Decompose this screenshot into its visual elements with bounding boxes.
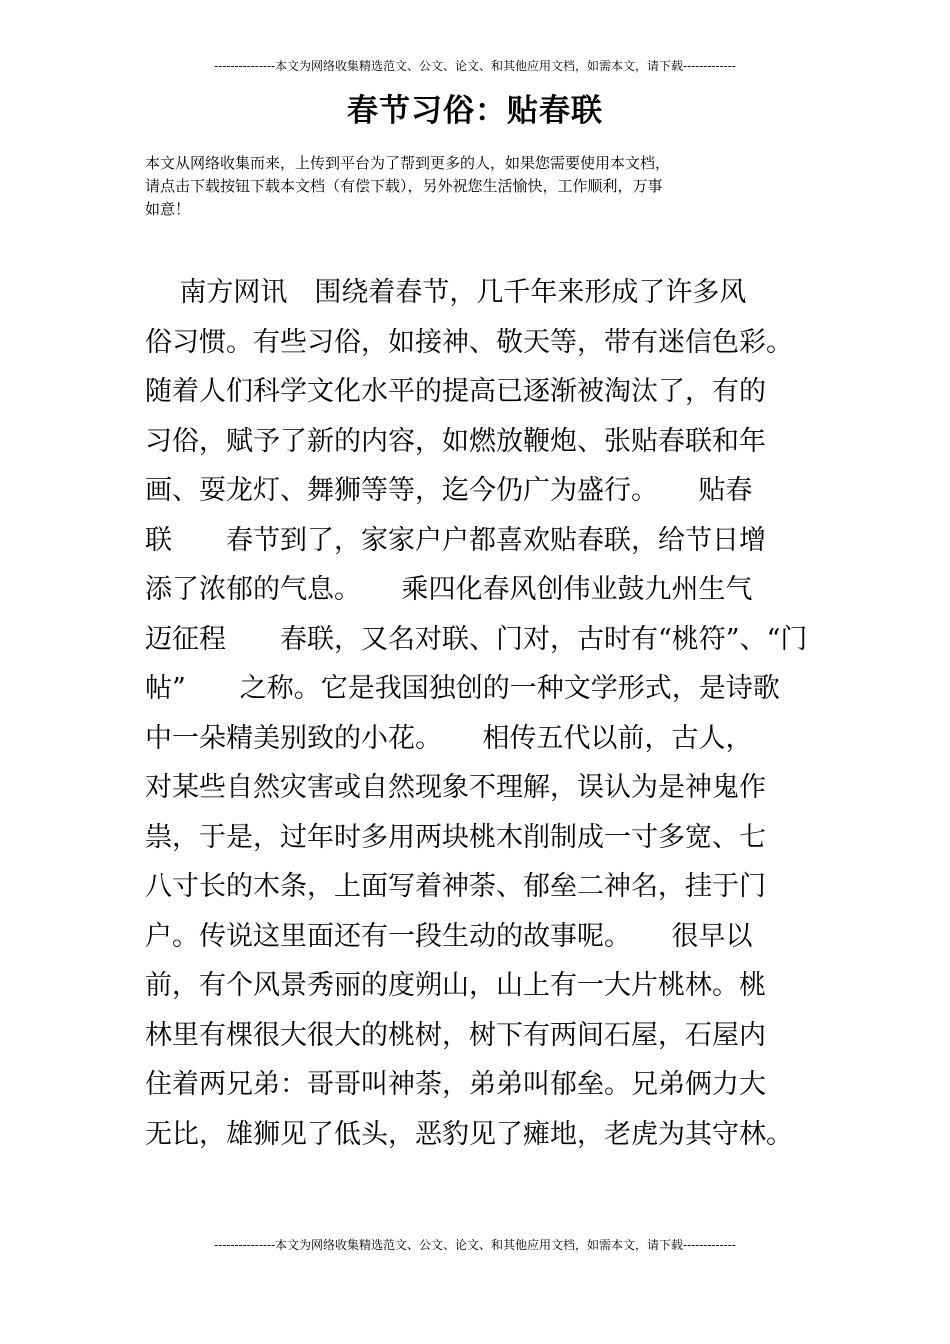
body-line: 南方网讯 围绕着春节，几千年来形成了许多风 — [145, 277, 747, 308]
body-line: 添了浓郁的气息。 乘四化春风创伟业鼓九州生气 — [145, 574, 753, 605]
page-header-notice: ---------------本文为网络收集精选范文、公文、论文、和其他应用文档，如需本文，请下载------------- — [214, 59, 736, 73]
body-line: 帖” 之称。它是我国独创的一种文学形式，是诗歌 — [145, 673, 780, 704]
body-line: 随着人们科学文化水平的提高已逐渐被淘汰了，有的 — [145, 376, 766, 407]
article-body — [145, 268, 845, 1159]
page-footer-notice: ---------------本文为网络收集精选范文、公文、论文、和其他应用文档，如需本文，请下载------------- — [214, 1238, 736, 1252]
body-line: 对某些自然灾害或自然现象不理解，误认为是神鬼作 — [145, 772, 766, 803]
body-line: 林里有棵很大很大的桃树，树下有两间石屋，石屋内 — [145, 1019, 766, 1051]
intro-line: 本文从网络收集而来，上传到平台为了帮到更多的人，如果您需要使用本文档， — [145, 154, 671, 172]
body-line: 前，有个风景秀丽的度朔山，山上有一大片桃林。桃 — [145, 970, 766, 1001]
body-line: 祟，于是，过年时多用两块桃木削制成一寸多宽、七 — [145, 821, 766, 853]
body-line: 联 春节到了，家家户户都喜欢贴春联，给节日增 — [145, 524, 766, 556]
document-title: 春节习俗：贴春联 — [347, 93, 603, 129]
body-line: 迈征程 春联，又名对联、门对，古时有“桃符”、“门 — [145, 623, 808, 655]
body-line: 无比，雄狮见了低头，恶豹见了瘫地，老虎为其守林。 — [145, 1118, 793, 1150]
intro-line: 请点击下载按钮下载本文档（有偿下载），另外祝您生活愉快，工作顺利，万事 — [145, 177, 663, 195]
body-line: 中一朵精美别致的小花。 相传五代以前，古人， — [145, 722, 753, 754]
body-line: 住着两兄弟：哥哥叫神荼，弟弟叫郁垒。兄弟俩力大 — [145, 1069, 766, 1100]
intro-paragraph — [145, 152, 825, 221]
body-line: 俗习惯。有些习俗，如接神、敬天等，带有迷信色彩。 — [145, 326, 793, 358]
intro-line: 如意！ — [145, 200, 191, 218]
body-line: 画、耍龙灯、舞狮等等，迄今仍广为盛行。 贴春 — [145, 475, 753, 506]
body-line: 习俗，赋予了新的内容，如燃放鞭炮、张贴春联和年 — [145, 425, 766, 457]
body-line: 户。传说这里面还有一段生动的故事呢。 很早以 — [145, 920, 753, 952]
body-line: 八寸长的木条，上面写着神荼、郁垒二神名，挂于门 — [145, 871, 766, 902]
